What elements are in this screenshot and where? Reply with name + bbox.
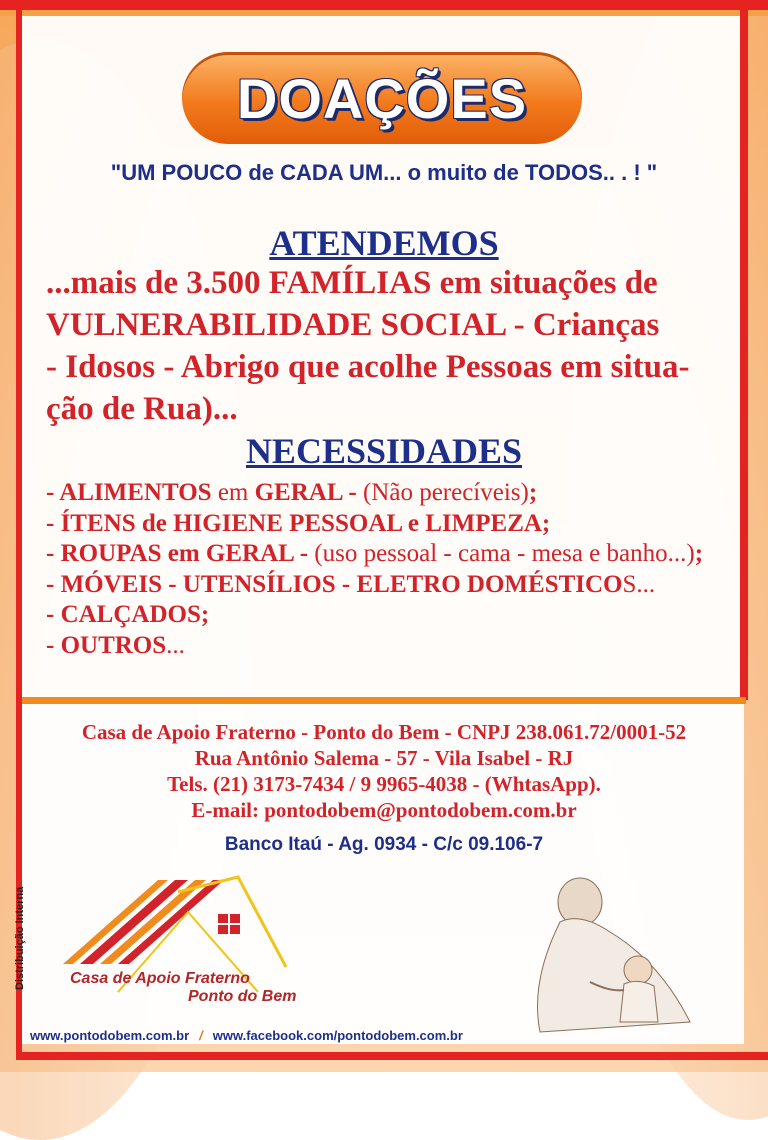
list-item — [46, 631, 756, 662]
item-text: ... — [166, 631, 185, 659]
footer-separator: / — [199, 1028, 203, 1043]
list-item — [46, 539, 756, 570]
jesus-child-illustration-icon — [520, 872, 720, 1037]
logo-text-line1: Casa de Apoio Fraterno — [70, 970, 250, 987]
item-bold: - ALIMENTOS — [46, 479, 212, 506]
paragraph-line: ...mais de 3.500 FAMÍLIAS em situações de — [46, 265, 658, 301]
website-link[interactable]: www.pontodobem.com.br — [30, 1028, 190, 1043]
distribution-label: Distribuição Interna — [14, 886, 26, 990]
frame-top-red — [0, 0, 768, 10]
atendemos-paragraph — [46, 262, 746, 430]
list-item — [46, 600, 756, 631]
phone-line: Tels. (21) 3173-7434 / 9 9965-4038 - (WhtasApp). — [167, 772, 601, 796]
item-bold: GERAL - — [254, 479, 363, 506]
list-item — [46, 478, 756, 509]
item-bold: ; — [694, 540, 704, 567]
item-bold: - ÍTENS de HIGIENE PESSOAL e LIMPEZA; — [46, 509, 551, 537]
paragraph-line: ção de Rua)... — [46, 391, 238, 427]
footer-links — [30, 1028, 463, 1043]
list-item — [46, 509, 756, 540]
item-bold: ; — [528, 479, 538, 506]
logo-text-line2: Ponto do Bem — [188, 988, 297, 1005]
paragraph-line: - Idosos - Abrigo que acolhe Pessoas em situa- — [46, 349, 690, 385]
organization-info — [22, 719, 746, 823]
item-text: em — [211, 479, 255, 506]
item-bold: - MÓVEIS - UTENSÍLIOS - ELETRO DOMÉSTICO — [46, 570, 623, 598]
facebook-link[interactable]: www.facebook.com/pontodobem.com.br — [212, 1028, 463, 1043]
org-name-line: Casa de Apoio Fraterno - Ponto do Bem - CNPJ 238.061.72/0001-52 — [81, 720, 687, 744]
item-bold: - CALÇADOS; — [46, 601, 210, 628]
section-divider — [22, 697, 746, 704]
item-bold: - ROUPAS em GERAL - — [46, 540, 315, 567]
item-bold: - OUTROS — [46, 631, 167, 659]
heading-atendemos: ATENDEMOS — [269, 223, 499, 263]
email-line[interactable]: E-mail: pontodobem@pontodobem.com.br — [191, 798, 577, 822]
motto: "UM POUCO de CADA UM... o muito de TODOS.. . ! " — [110, 160, 658, 185]
needs-list — [46, 478, 756, 661]
paragraph-line: VULNERABILIDADE SOCIAL - Crianças — [46, 307, 660, 343]
bank-info: Banco Itaú - Ag. 0934 - C/c 09.106-7 — [224, 834, 544, 855]
item-text: (uso pessoal - cama - mesa e banho...) — [314, 540, 695, 567]
list-item — [46, 570, 756, 601]
page-title: DOAÇÕES — [236, 66, 528, 130]
address-line: Rua Antônio Salema - 57 - Vila Isabel - RJ — [194, 746, 574, 770]
frame-top-orange — [0, 10, 768, 16]
frame-bottom — [16, 1052, 768, 1060]
item-text: (Não perecíveis) — [362, 479, 529, 506]
item-text: S... — [622, 570, 656, 598]
heading-necessidades: NECESSIDADES — [245, 431, 523, 471]
